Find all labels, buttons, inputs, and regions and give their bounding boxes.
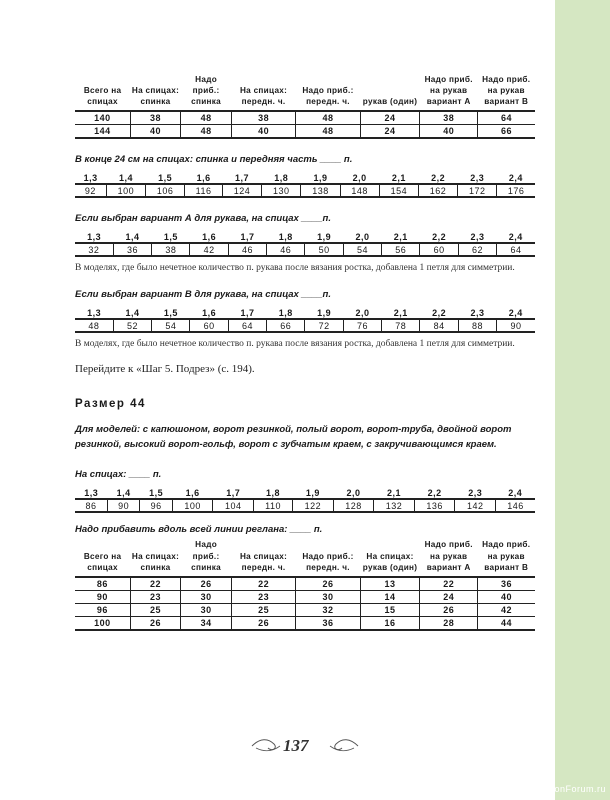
value-cell: 162: [418, 184, 457, 197]
value-cell: 176: [497, 184, 535, 197]
table-cell: 22: [420, 577, 478, 591]
value-cell: 52: [113, 319, 151, 332]
table-row: [75, 125, 535, 139]
table-cell: 16: [360, 617, 420, 631]
models-list: Для моделей: с капюшоном, ворот резинкой, полый ворот, ворот-труба, двойной ворот резинкой, высокий ворот-гольф, ворот с зубчатым краем, с закручивающимся краем.: [75, 424, 512, 451]
size-cell: 1,3: [75, 487, 107, 499]
table-cell: 24: [360, 111, 420, 125]
page-content: [75, 74, 535, 631]
table-cell: 38: [231, 111, 295, 125]
table-cell: 22: [130, 577, 181, 591]
value-cell: 42: [190, 243, 228, 256]
caption-raglan: Надо прибавить вдоль всей линии реглана: ____ п.: [75, 524, 323, 536]
table-cell: 15: [360, 603, 420, 616]
value-cell: 90: [497, 319, 535, 332]
value-cell: 50: [305, 243, 343, 256]
note-odd-stitches: В моделях, где было нечетное количество п. рукава после вязания ростка, добавлена 1 петля для симметрии.: [75, 339, 515, 350]
page-footer: [250, 734, 360, 758]
size-cell: 1,6: [172, 487, 213, 499]
size-grid-1: [75, 172, 535, 198]
value-cell: 64: [228, 319, 266, 332]
caption-variant-a: Если выбран вариант А для рукава, на спицах ____п.: [75, 213, 331, 225]
size-cell: 1,5: [152, 307, 190, 319]
size-cell: 1,5: [152, 231, 190, 243]
size-cell: 1,4: [113, 231, 151, 243]
value-cell: 78: [382, 319, 420, 332]
table-row: [75, 590, 535, 603]
table-cell: 48: [181, 125, 232, 139]
size-cell: 1,6: [190, 307, 228, 319]
col-header: рукав (один): [360, 74, 420, 111]
table-cell: 25: [231, 603, 295, 616]
table-cell: 26: [420, 603, 478, 616]
col-header: На спицах: передн. ч.: [231, 539, 295, 576]
size-cell: 2,4: [497, 172, 535, 184]
table-cell: 144: [75, 125, 130, 139]
size-cell: 1,8: [254, 487, 293, 499]
value-cell: 32: [75, 243, 113, 256]
value-cell: 60: [420, 243, 458, 256]
table-cell: 26: [130, 617, 181, 631]
value-cell: 38: [152, 243, 190, 256]
value-cell: 46: [228, 243, 266, 256]
value-cell: 90: [107, 499, 139, 512]
size-cell: 1,7: [228, 231, 266, 243]
value-cell: 106: [146, 184, 185, 197]
table-cell: 23: [231, 590, 295, 603]
table-row: [75, 577, 535, 591]
size-cell: 1,7: [213, 487, 254, 499]
value-cell: 64: [497, 243, 535, 256]
table-cell: 24: [420, 590, 478, 603]
table-row: [75, 617, 535, 631]
table-cell: 22: [231, 577, 295, 591]
col-header: На спицах: рукав (один): [360, 539, 420, 576]
value-cell: 130: [262, 184, 301, 197]
caption-variant-b: Если выбран вариант В для рукава, на спицах ____п.: [75, 289, 331, 301]
caption-back-front: В конце 24 см на спицах: спинка и передняя часть ____ п.: [75, 154, 353, 166]
size-row: [75, 172, 535, 184]
size-cell: 1,5: [140, 487, 172, 499]
col-header: На спицах: передн. ч.: [231, 74, 295, 111]
size-cell: 2,3: [458, 307, 496, 319]
table-cell: 26: [296, 577, 360, 591]
value-cell: 104: [213, 499, 254, 512]
value-cell: 100: [106, 184, 145, 197]
value-cell: 86: [75, 499, 107, 512]
value-cell: 122: [293, 499, 334, 512]
value-cell: 48: [75, 319, 113, 332]
size-cell: 1,8: [262, 172, 301, 184]
size-row: [75, 307, 535, 319]
table-cell: 42: [477, 603, 535, 616]
value-cell: 138: [301, 184, 340, 197]
table-cell: 100: [75, 617, 130, 631]
size-cell: 1,7: [222, 172, 261, 184]
note-odd-stitches: В моделях, где было нечетное количество п. рукава после вязания ростка, добавлена 1 петля для симметрии.: [75, 263, 515, 274]
value-cell: 136: [414, 499, 455, 512]
size-cell: 1,7: [228, 307, 266, 319]
value-cell: 132: [374, 499, 415, 512]
table-cell: 38: [130, 111, 181, 125]
col-header: Надо приб.: спинка: [181, 74, 232, 111]
value-cell: 54: [152, 319, 190, 332]
value-cell: 96: [140, 499, 172, 512]
table-cell: 32: [296, 603, 360, 616]
size-cell: 2,1: [374, 487, 415, 499]
size-cell: 1,5: [146, 172, 185, 184]
value-cell: 154: [379, 184, 418, 197]
table-row: [75, 603, 535, 616]
size-cell: 2,0: [343, 231, 381, 243]
size-cell: 2,4: [497, 231, 535, 243]
size-cell: 1,9: [305, 307, 343, 319]
table-cell: 36: [296, 617, 360, 631]
table-row: [75, 111, 535, 125]
col-header: Надо приб.: передн. ч.: [296, 539, 360, 576]
size-row: [75, 231, 535, 243]
table-cell: 24: [360, 125, 420, 139]
value-row: [75, 499, 535, 512]
col-header: Надо приб. на рукав вариант В: [477, 74, 535, 111]
value-cell: 110: [254, 499, 293, 512]
value-cell: 128: [333, 499, 374, 512]
size-cell: 2,1: [379, 172, 418, 184]
section-title: Размер 44: [75, 398, 146, 411]
value-cell: 142: [455, 499, 496, 512]
table-cell: 36: [477, 577, 535, 591]
table-cell: 44: [477, 617, 535, 631]
value-cell: 46: [267, 243, 305, 256]
size-grid-3: [75, 307, 535, 333]
table-cell: 40: [420, 125, 478, 139]
value-cell: 92: [75, 184, 106, 197]
value-row: [75, 319, 535, 332]
size-cell: 1,3: [75, 307, 113, 319]
table-cell: 26: [231, 617, 295, 631]
size-cell: 2,3: [455, 487, 496, 499]
page-number: 137: [283, 736, 309, 755]
col-header: Надо приб. на рукав вариант В: [477, 539, 535, 576]
table-cell: 38: [420, 111, 478, 125]
table-cell: 66: [477, 125, 535, 139]
size-cell: 1,3: [75, 172, 106, 184]
size-cell: 1,9: [293, 487, 334, 499]
goto-step-link: Перейдите к «Шаг 5. Подрез» (с. 194).: [75, 363, 255, 376]
size-cell: 2,1: [382, 231, 420, 243]
value-row: [75, 243, 535, 256]
table-cell: 140: [75, 111, 130, 125]
table-cell: 25: [130, 603, 181, 616]
value-cell: 76: [343, 319, 381, 332]
table-cell: 90: [75, 590, 130, 603]
size-grid-4: [75, 487, 535, 513]
table-cell: 13: [360, 577, 420, 591]
size-cell: 2,4: [497, 307, 535, 319]
col-header: Надо приб.: спинка: [181, 539, 232, 576]
size-cell: 2,0: [343, 307, 381, 319]
size-cell: 2,2: [420, 231, 458, 243]
size-cell: 1,4: [107, 487, 139, 499]
table-cell: 14: [360, 590, 420, 603]
table-cell: 28: [420, 617, 478, 631]
value-cell: 56: [382, 243, 420, 256]
size-cell: 1,6: [185, 172, 223, 184]
table-cell: 48: [181, 111, 232, 125]
table-cell: 40: [477, 590, 535, 603]
value-cell: 88: [458, 319, 496, 332]
size-cell: 2,3: [458, 231, 496, 243]
size-cell: 1,3: [75, 231, 113, 243]
table-cell: 30: [296, 590, 360, 603]
caption-on-needles: На спицах: ____ п.: [75, 469, 162, 481]
size-cell: 2,2: [414, 487, 455, 499]
table-cell: 48: [296, 125, 360, 139]
value-cell: 172: [458, 184, 497, 197]
value-cell: 62: [458, 243, 496, 256]
value-cell: 116: [185, 184, 223, 197]
size-cell: 1,9: [301, 172, 340, 184]
table-cell: 64: [477, 111, 535, 125]
value-cell: 124: [222, 184, 261, 197]
col-header: Надо приб. на рукав вариант А: [420, 74, 478, 111]
watermark: PassionForum.ru: [529, 784, 606, 794]
col-header: Надо приб.: передн. ч.: [296, 74, 360, 111]
table-cell: 23: [130, 590, 181, 603]
size-cell: 2,3: [458, 172, 497, 184]
size-cell: 2,4: [496, 487, 535, 499]
table-cell: 86: [75, 577, 130, 591]
value-cell: 84: [420, 319, 458, 332]
size-cell: 2,1: [382, 307, 420, 319]
size-cell: 2,2: [420, 307, 458, 319]
size-grid-2: [75, 231, 535, 257]
size-cell: 2,0: [340, 172, 379, 184]
value-cell: 148: [340, 184, 379, 197]
table-cell: 30: [181, 603, 232, 616]
col-header: На спицах: спинка: [130, 539, 181, 576]
value-cell: 60: [190, 319, 228, 332]
value-cell: 54: [343, 243, 381, 256]
table-cell: 40: [231, 125, 295, 139]
stitch-table-1: [75, 74, 535, 139]
value-cell: 36: [113, 243, 151, 256]
size-cell: 1,8: [267, 231, 305, 243]
size-row: [75, 487, 535, 499]
size-cell: 1,6: [190, 231, 228, 243]
value-cell: 146: [496, 499, 535, 512]
size-cell: 2,0: [333, 487, 374, 499]
col-header: Всего на спицах: [75, 74, 130, 111]
page-edge-band: [555, 0, 610, 800]
size-cell: 1,9: [305, 231, 343, 243]
value-cell: 100: [172, 499, 213, 512]
table-cell: 40: [130, 125, 181, 139]
table-cell: 26: [181, 577, 232, 591]
table-cell: 48: [296, 111, 360, 125]
value-row: [75, 184, 535, 197]
stitch-table-2: [75, 539, 535, 631]
col-header: Всего на спицах: [75, 539, 130, 576]
col-header: Надо приб. на рукав вариант А: [420, 539, 478, 576]
value-cell: 66: [267, 319, 305, 332]
table-cell: 34: [181, 617, 232, 631]
size-cell: 1,4: [113, 307, 151, 319]
table-cell: 96: [75, 603, 130, 616]
size-cell: 1,8: [267, 307, 305, 319]
col-header: На спицах: спинка: [130, 74, 181, 111]
size-cell: 1,4: [106, 172, 145, 184]
size-cell: 2,2: [418, 172, 457, 184]
table-cell: 30: [181, 590, 232, 603]
value-cell: 72: [305, 319, 343, 332]
